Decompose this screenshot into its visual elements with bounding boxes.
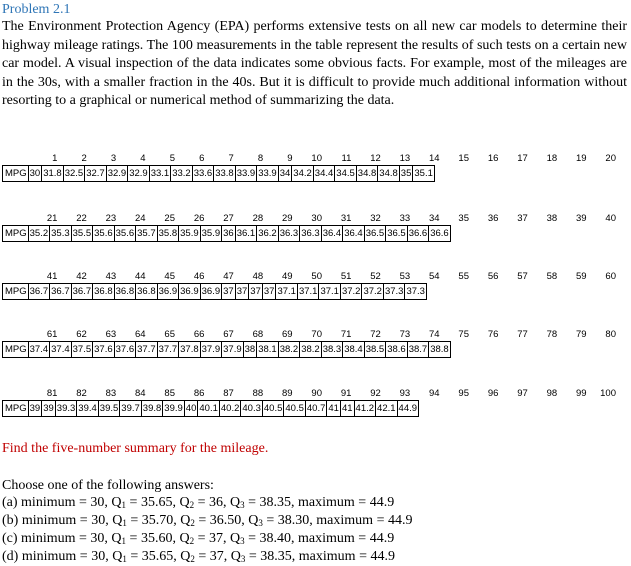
mpg-value-cell: 37.9 [222,342,244,358]
mpg-value-cell: 35.8 [157,226,179,242]
index-number: 98 [546,388,558,399]
mpg-value-cell: 35.2 [28,226,50,242]
minimum-label: minimum [21,531,76,546]
mpg-value-cell: 37.7 [136,342,158,358]
index-number: 5 [169,153,175,164]
mpg-value-cell: 37.6 [93,342,115,358]
quartile-letter: Q [111,531,122,546]
mpg-value-cell: 37.3 [383,284,405,300]
index-number: 89 [282,388,293,399]
mpg-value-cell: 34.4 [313,166,335,182]
index-number: 15 [458,153,469,164]
table-row [3,342,451,358]
table-row [3,284,427,300]
index-number: 77 [517,329,528,340]
mpg-row-table [2,283,427,300]
index-number: 93 [399,388,411,399]
maximum-label: maximum [298,531,355,546]
index-number: 66 [193,329,205,340]
q2-value: 36.50 [209,513,242,528]
q1-value: 35.70 [141,513,174,528]
index-number: 61 [46,329,58,340]
q2-value: 37 [208,531,223,546]
mpg-value-cell: 40.2 [219,401,241,417]
index-number: 85 [164,388,175,399]
index-number: 68 [252,329,264,340]
maximum-label: maximum [298,549,356,564]
mpg-value-cell: 36.6 [429,226,451,242]
index-number: 54 [429,271,440,282]
quartile-symbol [231,549,246,564]
mpg-value-cell: 36.7 [28,284,50,300]
mpg-value-cell: 39.9 [163,401,185,417]
index-number: 76 [487,329,499,340]
index-number: 11 [341,153,352,164]
mpg-row-table [2,400,419,417]
mpg-value-cell: 33.2 [171,166,193,182]
quartile-letter: Q [111,495,122,510]
mpg-value-cell: 37.5 [71,342,93,358]
mpg-row-table [2,165,435,182]
index-number: 1 [52,153,58,164]
index-number: 10 [311,153,322,164]
mpg-value-cell: 36.7 [50,284,72,300]
quartile-symbol [112,549,127,564]
index-number: 26 [193,213,205,224]
index-number: 87 [223,388,234,399]
index-header-row [2,152,618,165]
mpg-value-cell: 39.3 [55,401,77,417]
index-number: 32 [370,213,381,224]
mpg-value-cell: 36.5 [364,226,386,242]
quartile-letter: Q [180,549,191,564]
quartile-letter: Q [112,549,123,564]
index-number: 62 [76,329,87,340]
index-number: 57 [517,271,528,282]
quartile-subscript: 2 [189,500,195,510]
index-number: 47 [223,271,234,282]
mpg-value-cell: 37.3 [405,284,427,300]
row-label-mpg: MPG [3,166,29,182]
mpg-value-cell: 36.7 [71,284,93,300]
index-number: 42 [76,271,87,282]
quartile-symbol [180,513,195,528]
index-number: 13 [399,153,411,164]
quartile-letter: Q [230,549,241,564]
quartile-subscript: 2 [190,518,195,528]
index-number: 28 [252,213,264,224]
mpg-value-cell: 36.6 [407,226,429,242]
mpg-value-cell: 38.2 [300,342,322,358]
index-number: 58 [546,271,558,282]
index-number: 63 [105,329,117,340]
index-number: 24 [135,213,146,224]
mpg-value-cell: 37.1 [319,284,341,300]
quartile-subscript: 3 [258,518,263,528]
answer-option[interactable]: (b) minimum = 30, $Q_1 = 35.70$, $Q_2 = 36.50$, $Q_3 = 38.30$, maximum = 44.9 [2,513,413,528]
index-number: 21 [46,213,58,224]
quartile-subscript: 3 [240,554,246,564]
index-number: 41 [46,271,58,282]
answer-option[interactable]: (c) minimum = 30, $Q_1 = 35.60$, $Q_2 = 37$, $Q_3 = 38.40$, maximum = 44.9 [2,531,395,546]
index-number: 30 [311,213,322,224]
index-header-row [2,387,618,400]
mpg-value-cell: 38.7 [407,342,429,358]
row-label-mpg: MPG [3,342,29,358]
mpg-value-cell: 40.7 [305,401,327,417]
index-number: 25 [164,213,175,224]
quartile-subscript: 1 [121,536,127,546]
mpg-value-cell: 35.7 [136,226,158,242]
table-row [3,226,451,242]
index-number: 33 [399,213,411,224]
quartile-subscript: 2 [189,536,195,546]
q3-value: 38.35 [260,549,292,564]
maximum-value: 44.9 [369,531,395,546]
mpg-value-cell: 33.9 [235,166,257,182]
choose-instruction: Choose one of the following answers: [2,478,214,493]
mpg-value-cell: 37.1 [276,284,298,300]
mpg-value-cell: 36.9 [179,284,201,300]
mpg-value-cell: 36.8 [93,284,115,300]
mpg-value-cell: 35 [399,166,413,182]
mpg-value-cell: 35.9 [200,226,222,242]
minimum-value: 30 [90,495,105,510]
mpg-value-cell: 36.5 [386,226,408,242]
q1-value: 35.65 [140,495,173,510]
q2-value: 37 [209,549,224,564]
index-number: 18 [546,153,558,164]
mpg-value-cell: 37.2 [340,284,362,300]
index-number: 72 [370,329,381,340]
mpg-value-cell: 33.1 [149,166,171,182]
mpg-value-cell: 37.4 [28,342,50,358]
mpg-value-cell: 38 [243,342,257,358]
index-number: 70 [311,329,322,340]
mpg-value-cell: 34.8 [378,166,400,182]
mpg-value-cell: 37.7 [157,342,179,358]
mpg-value-cell: 35.9 [179,226,201,242]
mpg-value-cell: 37 [262,284,276,300]
mpg-value-cell: 39 [42,401,56,417]
index-number: 29 [282,213,293,224]
mpg-value-cell: 40.5 [262,401,284,417]
index-number: 8 [257,153,264,164]
index-number: 95 [458,388,469,399]
mpg-row-table [2,225,451,242]
maximum-value: 44.9 [387,513,413,528]
index-number: 20 [605,153,616,164]
mpg-value-cell: 36.9 [200,284,222,300]
mpg-value-cell: 39.5 [98,401,120,417]
index-number: 17 [517,153,528,164]
index-number: 46 [193,271,205,282]
quartile-symbol [111,531,126,546]
mpg-value-cell: 40.3 [241,401,263,417]
maximum-label: maximum [298,495,355,510]
mpg-value-cell: 39.4 [77,401,99,417]
mpg-value-cell: 40.1 [198,401,220,417]
quartile-letter: Q [229,495,241,510]
index-number: 19 [576,153,587,164]
mpg-value-cell: 41 [327,401,341,417]
mpg-value-cell: 39.8 [141,401,163,417]
q1-value: 35.65 [141,549,174,564]
index-number: 75 [458,329,469,340]
index-number: 16 [487,153,499,164]
index-number: 88 [252,388,264,399]
minimum-value: 30 [90,531,105,546]
mpg-value-cell: 34.8 [356,166,378,182]
quartile-subscript: 3 [240,536,245,546]
minimum-label: minimum [21,549,77,564]
quartile-symbol [230,531,245,546]
mpg-value-cell: 37.1 [297,284,319,300]
index-header-row [2,270,618,283]
mpg-value-cell: 37.9 [200,342,222,358]
answer-letter: (d) [2,549,19,564]
mpg-value-cell: 35.6 [93,226,115,242]
quartile-subscript: 1 [122,554,127,564]
index-number: 6 [199,153,205,164]
index-number: 71 [340,329,352,340]
quartile-symbol [111,495,126,510]
index-number: 35 [458,213,469,224]
mpg-value-cell: 40.5 [284,401,306,417]
index-number: 14 [429,153,440,164]
mpg-value-cell: 37.8 [179,342,201,358]
answer-letter: (c) [2,531,18,546]
index-number: 56 [487,271,499,282]
mpg-value-cell: 30 [28,166,42,182]
mpg-value-cell: 35.1 [413,166,435,182]
mpg-value-cell: 32.5 [63,166,85,182]
index-number: 52 [370,271,381,282]
mpg-value-cell: 40 [184,401,198,417]
mpg-value-cell: 37 [222,284,236,300]
answer-option[interactable]: (a) minimum = 30, $Q_1 = 35.65$, $Q_2 = 36$, $Q_3 = 38.35$, maximum = 44.9 [2,495,395,510]
row-label-mpg: MPG [3,401,29,417]
index-number: 39 [576,213,587,224]
mpg-value-cell: 41.2 [354,401,376,417]
index-number: 50 [311,271,322,282]
quartile-symbol [230,495,245,510]
mpg-value-cell: 37.2 [362,284,384,300]
table-row [3,166,435,182]
index-number: 2 [81,153,87,164]
mpg-value-cell: 32.9 [106,166,128,182]
index-number: 4 [140,153,146,164]
row-label-mpg: MPG [3,284,29,300]
index-number: 53 [399,271,411,282]
mpg-value-cell: 35.5 [71,226,93,242]
mpg-value-cell: 36.2 [257,226,279,242]
mpg-value-cell: 36.4 [343,226,365,242]
mpg-value-cell: 35.6 [114,226,136,242]
index-number: 27 [223,213,234,224]
minimum-value: 30 [91,513,106,528]
maximum-label: maximum [316,513,374,528]
index-number: 94 [429,388,440,399]
quartile-subscript: 3 [240,500,245,510]
mpg-value-cell: 38.8 [429,342,451,358]
mpg-value-cell: 38.2 [278,342,300,358]
table-row [3,401,419,417]
maximum-value: 44.9 [370,549,395,564]
mpg-row-table [2,341,451,358]
index-header-row [2,328,618,341]
mpg-value-cell: 32.7 [85,166,107,182]
index-number: 36 [487,213,499,224]
mpg-value-cell: 34 [278,166,292,182]
mpg-value-cell: 41 [340,401,354,417]
mpg-value-cell: 36 [222,226,236,242]
q3-value: 38.30 [277,513,310,528]
index-number: 65 [164,329,175,340]
index-number: 43 [105,271,117,282]
index-number: 60 [605,271,616,282]
mpg-value-cell: 38.3 [321,342,343,358]
quartile-subscript: 1 [122,518,127,528]
index-number: 96 [487,388,499,399]
index-number: 40 [605,213,616,224]
quartile-symbol [180,549,195,564]
quartile-letter: Q [180,513,191,528]
answer-option[interactable]: (d) minimum = 30, $Q_1 = 35.65$, $Q_2 = 37$, $Q_3 = 38.35$, maximum = 44.9 [2,549,395,564]
index-number: 31 [340,213,352,224]
mpg-value-cell: 34.2 [292,166,314,182]
mpg-value-cell: 44.9 [397,401,419,417]
index-number: 74 [429,329,440,340]
index-number: 69 [282,329,293,340]
mpg-value-cell: 36.3 [300,226,322,242]
index-number: 49 [282,271,293,282]
quartile-letter: Q [112,513,123,528]
mpg-value-cell: 38.4 [343,342,365,358]
mpg-value-cell: 33.6 [192,166,214,182]
mpg-value-cell: 33.8 [214,166,236,182]
index-number: 44 [135,271,146,282]
mpg-value-cell: 31.8 [42,166,64,182]
quartile-symbol [112,513,127,528]
mpg-value-cell: 37.6 [114,342,136,358]
problem-intro: The Environment Protection Agency (EPA) performs extensive tests on all new car models to determine their highway mileage ratings. The 100 measurements in the table represent the results of such tests on a certain new car model. A visual inspection of the data indicates some obvious facts. For example, most of the mileages are in the 30s, with a smaller fraction in the 40s. But it is difficult to provide much additional information without resorting to a graphical or numerical method of summarizing the data. [2,19,627,109]
index-number: 45 [164,271,175,282]
index-number: 34 [429,213,440,224]
index-number: 73 [399,329,411,340]
mpg-value-cell: 39 [28,401,42,417]
quartile-symbol [179,531,194,546]
quartile-letter: Q [229,531,241,546]
question-text: Find the five-number summary for the mileage. [2,441,269,456]
index-number: 59 [576,271,587,282]
mpg-value-cell: 35.3 [50,226,72,242]
quartile-letter: Q [179,531,190,546]
problem-title: Problem 2.1 [2,2,71,17]
mpg-value-cell: 36.8 [114,284,136,300]
index-number: 83 [105,388,117,399]
mpg-value-cell: 38.1 [257,342,279,358]
index-number: 7 [228,153,234,164]
index-number: 92 [370,388,381,399]
index-number: 64 [135,329,146,340]
mpg-value-cell: 38.5 [364,342,386,358]
index-number: 79 [576,329,587,340]
quartile-subscript: 1 [121,500,127,510]
quartile-letter: Q [248,513,259,528]
q1-value: 35.60 [140,531,173,546]
index-number: 81 [46,388,58,399]
q3-value: 38.35 [259,495,291,510]
quartile-subscript: 2 [190,554,195,564]
index-number: 100 [600,388,616,399]
index-number: 23 [105,213,117,224]
mpg-value-cell: 36.4 [321,226,343,242]
row-label-mpg: MPG [3,226,29,242]
index-number: 82 [76,388,87,399]
mpg-value-cell: 32.9 [128,166,150,182]
index-number: 51 [340,271,352,282]
index-number: 90 [311,388,322,399]
answer-letter: (b) [2,513,19,528]
index-number: 80 [605,329,616,340]
mpg-value-cell: 36.1 [235,226,257,242]
minimum-label: minimum [21,513,77,528]
index-number: 38 [546,213,558,224]
index-header-row [2,212,618,225]
answer-letter: (a) [2,495,18,510]
index-number: 37 [517,213,528,224]
index-number: 55 [458,271,469,282]
mpg-value-cell: 37 [235,284,249,300]
index-number: 99 [576,388,587,399]
mpg-value-cell: 37.4 [50,342,72,358]
quartile-letter: Q [179,495,190,510]
minimum-label: minimum [21,495,76,510]
mpg-value-cell: 33.9 [257,166,279,182]
index-number: 78 [546,329,558,340]
quartile-symbol [179,495,194,510]
index-number: 86 [193,388,205,399]
mpg-value-cell: 42.1 [376,401,398,417]
index-number: 3 [110,153,117,164]
index-number: 67 [223,329,234,340]
index-number: 9 [287,153,293,164]
index-number: 84 [135,388,146,399]
minimum-value: 30 [91,549,106,564]
index-number: 97 [517,388,528,399]
mpg-value-cell: 39.7 [120,401,142,417]
index-number: 12 [370,153,381,164]
mpg-value-cell: 36.8 [136,284,158,300]
mpg-value-cell: 37 [249,284,263,300]
mpg-value-cell: 36.3 [278,226,300,242]
maximum-value: 44.9 [369,495,395,510]
mpg-value-cell: 36.9 [157,284,179,300]
index-number: 22 [76,213,87,224]
q2-value: 36 [208,495,223,510]
index-number: 91 [340,388,352,399]
mpg-value-cell: 34.5 [335,166,357,182]
quartile-symbol [248,513,263,528]
mpg-value-cell: 38.6 [386,342,408,358]
q3-value: 38.40 [259,531,291,546]
index-number: 48 [252,271,264,282]
